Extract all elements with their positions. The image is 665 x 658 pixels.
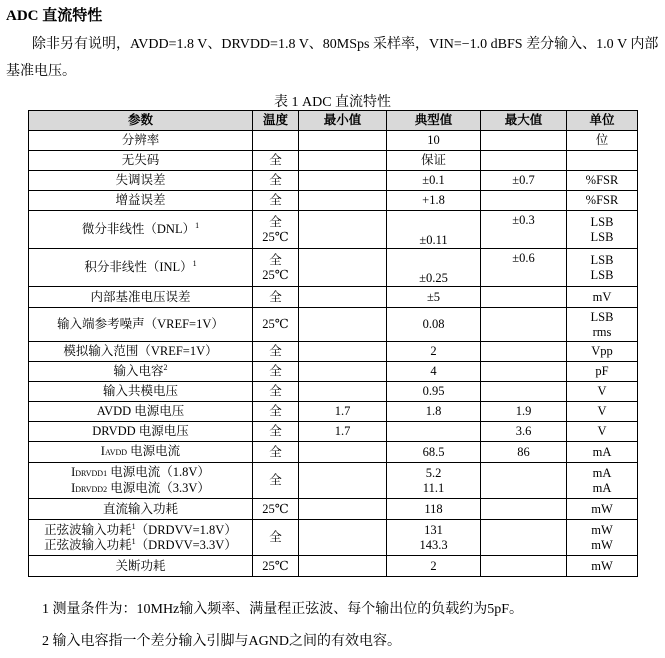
param-cell: IDRVDD1 电源电流（1.8V） IDRVDD2 电源电流（3.3V） [29, 463, 253, 499]
param-cell: 失调误差 [29, 171, 253, 191]
header-min: 最小值 [299, 111, 387, 131]
typ-cell: ±0.11 [387, 211, 481, 249]
table-row [29, 362, 638, 382]
param-cell: 直流输入功耗 [29, 499, 253, 520]
header-typ: 典型值 [387, 111, 481, 131]
param-cell: IAVDD 电源电流 [29, 442, 253, 463]
typ-cell: 保证 [387, 151, 481, 171]
typ-cell: 131 143.3 [387, 520, 481, 556]
unit-cell: mW [567, 499, 638, 520]
temp-cell: 全 [253, 422, 299, 442]
section-heading: ADC 直流特性 [6, 8, 103, 24]
header-max: 最大值 [481, 111, 567, 131]
typ-cell: 2 [387, 342, 481, 362]
table-row [29, 191, 638, 211]
temp-cell [253, 131, 299, 151]
param-cell: 积分非线性（INL）$^1$ [29, 249, 253, 287]
max-cell [481, 382, 567, 402]
param-cell: 输入电容$^2$ [29, 362, 253, 382]
unit-cell: mV [567, 287, 638, 308]
table-row [29, 442, 638, 463]
param-cell: 正弦波输入功耗$^1$（DRDVV=1.8V） 正弦波输入功耗$^1$（DRDVV=3.3V） [29, 520, 253, 556]
min-cell [299, 362, 387, 382]
unit-cell: 位 [567, 131, 638, 151]
typ-cell: ±0.1 [387, 171, 481, 191]
max-cell [481, 151, 567, 171]
temp-cell: 全 [253, 171, 299, 191]
typ-cell: 0.08 [387, 308, 481, 342]
table-row [29, 131, 638, 151]
header-unit: 单位 [567, 111, 638, 131]
min-cell [299, 131, 387, 151]
min-cell [299, 287, 387, 308]
max-cell [481, 463, 567, 499]
unit-cell: LSB LSB [567, 249, 638, 287]
param-cell: 模拟输入范围（VREF=1V） [29, 342, 253, 362]
typ-cell: ±0.25 [387, 249, 481, 287]
typ-cell: 4 [387, 362, 481, 382]
max-cell [481, 362, 567, 382]
unit-cell: LSB rms [567, 308, 638, 342]
table-row [29, 249, 638, 287]
temp-cell: 全 [253, 382, 299, 402]
min-cell [299, 308, 387, 342]
typ-cell: 2 [387, 556, 481, 577]
table-row [29, 211, 638, 249]
max-cell: ±0.6 [481, 249, 567, 287]
header-temp: 温度 [253, 111, 299, 131]
table-row [29, 151, 638, 171]
typ-cell: 1.8 [387, 402, 481, 422]
param-cell: 关断功耗 [29, 556, 253, 577]
typ-cell: 68.5 [387, 442, 481, 463]
unit-cell [567, 151, 638, 171]
min-cell [299, 249, 387, 287]
min-cell [299, 151, 387, 171]
min-cell: 1.7 [299, 402, 387, 422]
temp-cell: 全 [253, 442, 299, 463]
footnote-2: 2 输入电容指一个差分输入引脚与AGND之间的有效电容。 [42, 634, 401, 649]
max-cell [481, 308, 567, 342]
max-cell: 3.6 [481, 422, 567, 442]
param-cell: 微分非线性（DNL）$^1$ [29, 211, 253, 249]
intro-paragraph: 除非另有说明，AVDD=1.8 V、DRVDD=1.8 V、80MSps 采样率，VIN=−1.0 dBFS 差分输入、1.0 V 内部基准电压。 [6, 37, 659, 79]
table-row [29, 520, 638, 556]
temp-cell: 25℃ [253, 308, 299, 342]
temp-cell: 全 [253, 402, 299, 422]
typ-cell: ±5 [387, 287, 481, 308]
typ-cell: 10 [387, 131, 481, 151]
table-row [29, 556, 638, 577]
footnote-ref: 1 [195, 220, 200, 230]
unit-cell: mA [567, 442, 638, 463]
min-cell [299, 171, 387, 191]
temp-cell: 全 [253, 520, 299, 556]
param-cell: 输入共模电压 [29, 382, 253, 402]
footnotes [42, 594, 523, 658]
unit-cell: V [567, 402, 638, 422]
temp-cell: 全 [253, 287, 299, 308]
param-cell: 增益误差 [29, 191, 253, 211]
unit-cell: %FSR [567, 191, 638, 211]
min-cell: 1.7 [299, 422, 387, 442]
param-cell: DRVDD 电源电压 [29, 422, 253, 442]
typ-cell: 0.95 [387, 382, 481, 402]
temp-cell: 全 25℃ [253, 249, 299, 287]
footnote-1: 1 测量条件为：10MHz输入频率、满量程正弦波、每个输出位的负载约为5pF。 [42, 602, 524, 617]
table-row [29, 463, 638, 499]
max-cell [481, 499, 567, 520]
table-row [29, 171, 638, 191]
unit-cell: Vpp [567, 342, 638, 362]
unit-cell: mA mA [567, 463, 638, 499]
max-cell: ±0.7 [481, 171, 567, 191]
max-cell [481, 520, 567, 556]
min-cell [299, 442, 387, 463]
min-cell [299, 382, 387, 402]
min-cell [299, 191, 387, 211]
table-row [29, 287, 638, 308]
min-cell [299, 342, 387, 362]
temp-cell: 全 [253, 463, 299, 499]
unit-cell: V [567, 382, 638, 402]
table-row [29, 499, 638, 520]
table-row [29, 342, 638, 362]
max-cell [481, 191, 567, 211]
table-row [29, 308, 638, 342]
min-cell [299, 556, 387, 577]
param-cell: AVDD 电源电压 [29, 402, 253, 422]
footnote-ref: 1 [192, 258, 197, 268]
table-row [29, 382, 638, 402]
adc-dc-spec-table [28, 110, 638, 577]
temp-cell: 25℃ [253, 499, 299, 520]
temp-cell: 全 25℃ [253, 211, 299, 249]
param-cell: 输入端参考噪声（VREF=1V） [29, 308, 253, 342]
temp-cell: 全 [253, 362, 299, 382]
unit-cell: V [567, 422, 638, 442]
max-cell: ±0.3 [481, 211, 567, 249]
header-param: 参数 [29, 111, 253, 131]
max-cell [481, 287, 567, 308]
max-cell: 1.9 [481, 402, 567, 422]
table-caption: 表 1 ADC 直流特性 [273, 95, 392, 110]
temp-cell: 全 [253, 151, 299, 171]
min-cell [299, 520, 387, 556]
unit-cell: %FSR [567, 171, 638, 191]
temp-cell: 全 [253, 191, 299, 211]
table-header-row [29, 111, 638, 131]
typ-cell: +1.8 [387, 191, 481, 211]
footnote-ref: 1 [131, 521, 136, 531]
min-cell [299, 211, 387, 249]
param-cell: 分辨率 [29, 131, 253, 151]
min-cell [299, 463, 387, 499]
max-cell [481, 556, 567, 577]
typ-cell: 5.2 11.1 [387, 463, 481, 499]
param-cell: 无失码 [29, 151, 253, 171]
unit-cell: mW mW [567, 520, 638, 556]
table-row [29, 422, 638, 442]
temp-cell: 全 [253, 342, 299, 362]
unit-cell: mW [567, 556, 638, 577]
temp-cell: 25℃ [253, 556, 299, 577]
param-cell: 内部基准电压误差 [29, 287, 253, 308]
table-row [29, 402, 638, 422]
min-cell [299, 499, 387, 520]
footnote-ref: 2 [163, 362, 168, 372]
footnote-ref: 1 [131, 536, 136, 546]
max-cell [481, 342, 567, 362]
max-cell [481, 131, 567, 151]
unit-cell: LSB LSB [567, 211, 638, 249]
unit-cell: pF [567, 362, 638, 382]
typ-cell [387, 422, 481, 442]
typ-cell: 118 [387, 499, 481, 520]
max-cell: 86 [481, 442, 567, 463]
